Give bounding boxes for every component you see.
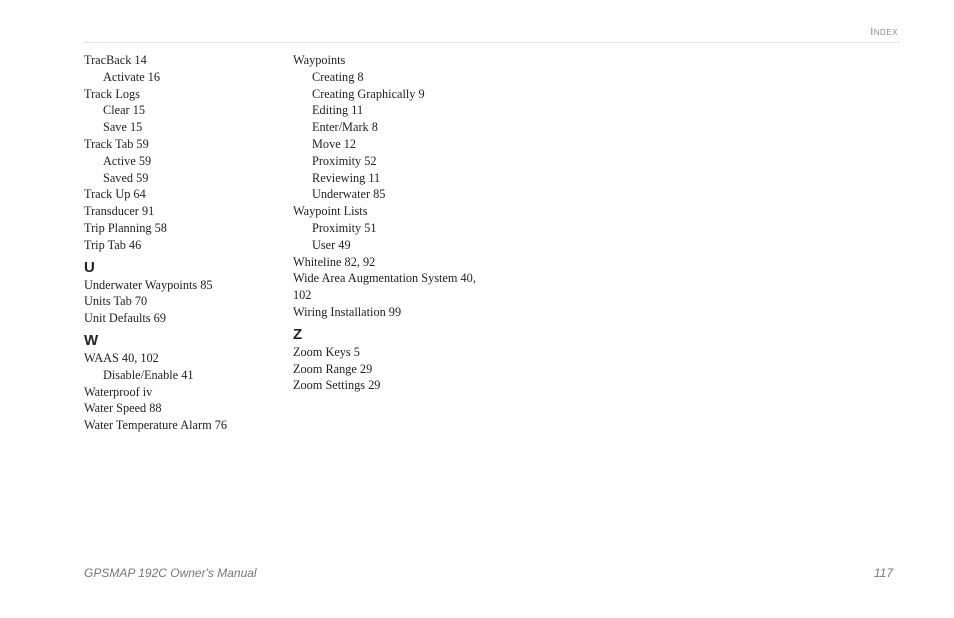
index-entry: WAAS 40, 102 — [84, 350, 159, 365]
index-entry: Water Temperature Alarm 76 — [84, 418, 228, 433]
entry-group-z — [293, 344, 488, 394]
index-subentry: Clear 15 — [103, 103, 146, 118]
index-entry: Zoom Range 29 — [293, 361, 373, 376]
index-entry: Waterproof iv — [84, 384, 153, 399]
index-subentry: Disable/Enable 41 — [103, 367, 194, 382]
index-entry: Units Tab 70 — [84, 294, 148, 309]
index-entry: TracBack 14 — [84, 53, 147, 67]
index-subentry: Activate 16 — [103, 69, 161, 84]
index-entry: Transducer 91 — [84, 204, 155, 219]
index-entry: Track Logs — [84, 86, 140, 101]
index-subentry: Creating Graphically 9 — [312, 86, 425, 101]
manual-title: GPSMAP 192C Owner's Manual — [84, 566, 257, 580]
header-rule — [84, 42, 900, 43]
entry-group-t — [84, 52, 284, 254]
index-subentry: User 49 — [312, 237, 351, 252]
index-entry: Wide Area Augmentation System 40, — [293, 271, 476, 286]
letter-heading-w: W — [84, 331, 99, 349]
index-subentry: Underwater 85 — [312, 187, 386, 202]
index-entry: Track Tab 59 — [84, 136, 149, 151]
index-entry: Zoom Keys 5 — [293, 344, 360, 359]
index-subentry: Active 59 — [103, 153, 152, 168]
page-number: 117 — [873, 566, 893, 580]
index-subentry: Editing 11 — [312, 103, 364, 118]
entry-group-u — [84, 277, 284, 327]
letter-heading-z: Z — [293, 325, 303, 343]
index-entry: Zoom Settings 29 — [293, 378, 381, 393]
index-subentry: Proximity 52 — [312, 153, 377, 168]
index-entry: 102 — [293, 288, 312, 303]
index-entry: Track Up 64 — [84, 187, 146, 202]
index-entry: Trip Tab 46 — [84, 237, 142, 252]
index-entry: Whiteline 82, 92 — [293, 254, 376, 269]
index-entry: Waypoint Lists — [293, 204, 368, 219]
section-header: Index — [870, 26, 898, 38]
index-entry: Unit Defaults 69 — [84, 311, 166, 326]
entry-group-w — [84, 350, 284, 434]
index-subentry: Move 12 — [312, 136, 357, 151]
entry-group-w-continued — [293, 52, 488, 321]
index-subentry: Creating 8 — [312, 69, 364, 84]
index-subentry: Saved 59 — [103, 170, 149, 185]
index-entry: Underwater Waypoints 85 — [84, 277, 213, 292]
index-subentry: Reviewing 11 — [312, 170, 381, 185]
index-entry: Wiring Installation 99 — [293, 304, 402, 319]
index-subentry: Enter/Mark 8 — [312, 120, 378, 135]
letter-heading-u: U — [84, 258, 95, 276]
index-column-1 — [84, 52, 284, 434]
index-entry: Waypoints — [293, 53, 346, 67]
index-entry: Trip Planning 58 — [84, 220, 167, 235]
index-subentry: Save 15 — [103, 120, 143, 135]
index-subentry: Proximity 51 — [312, 220, 377, 235]
index-entry: Water Speed 88 — [84, 401, 162, 416]
index-column-2 — [293, 52, 488, 394]
